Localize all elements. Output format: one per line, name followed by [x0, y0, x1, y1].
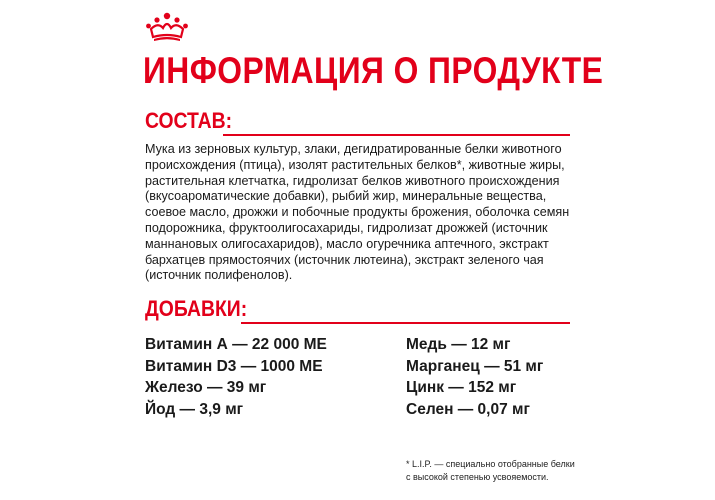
royal-canin-crown-icon [145, 12, 189, 42]
composition-divider [223, 134, 570, 136]
additives-list-right [406, 334, 543, 420]
footnote [406, 458, 636, 484]
additive-item: Витамин D3 — 1000 МЕ [145, 357, 323, 375]
composition-heading [145, 108, 570, 138]
additive-item: Цинк — 152 мг [406, 379, 517, 396]
additives-list-left [145, 334, 327, 420]
footnote-line: * L.I.P. — специально отобранные белки [406, 459, 575, 469]
additive-item: Йод — 3,9 мг [145, 400, 244, 418]
additive-item: Медь — 12 мг [406, 336, 511, 353]
additives-divider [241, 322, 570, 324]
additives-heading-label: ДОБАВКИ: [145, 296, 248, 321]
page-title: ИНФОРМАЦИЯ О ПРОДУКТЕ [143, 50, 604, 91]
footnote-line: с высокой степенью усвояемости. [406, 472, 549, 482]
composition-text: Мука из зерновых культур, злаки, дегидратированные белки животного происхождения (птица), изолят растительных белков*, животные жиры, растительная клетчатка, гидролизат белков животного происхождения (вкусоароматические добавки), рыбий жир, минеральные вещества, соевое масло, дрожжи и побочные продукты брожения, оболочка семян подорожника, фруктоолигосахариды, гидролизат дрожжей (источник маннановых олигосахаридов), масло огуречника аптечного, экстракт бархатцев прямостоячих (источник лютеина), экстракт зеленого чая (источник полифенолов). [145, 142, 570, 283]
additive-item: Железо — 39 мг [145, 379, 267, 396]
additive-item: Витамин А — 22 000 МЕ [145, 336, 327, 353]
additives-heading [145, 296, 570, 326]
composition-heading-label: СОСТАВ: [145, 108, 233, 133]
additive-item: Селен — 0,07 мг [406, 400, 530, 418]
additive-item: Марганец — 51 мг [406, 357, 544, 375]
